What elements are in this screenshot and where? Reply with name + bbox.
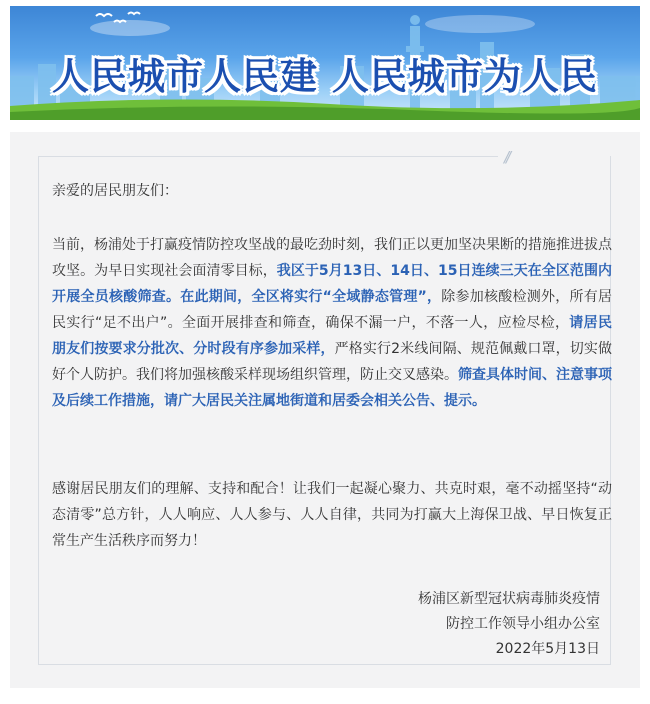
letter-greeting: 亲爱的居民朋友们：	[52, 183, 178, 199]
paragraph-segment: 当前，杨浦处于打赢疫情防控攻坚战的最吃劲时刻，我们正以更加坚决果断的措施推进拔点攻坚。为早日实现社会面清零目标，	[52, 237, 612, 279]
paragraph-segment: 严格实行2米线间隔、规范佩戴口罩，切实做好个人防护。我们将加强核酸采样现场组织管理，防止交叉感染。	[52, 341, 613, 383]
highlighted-segment: 我区于5月13日、14日、15日连续三天在全区范围内开展全员核酸筛查。在此期间，全区将实行“全域静态管理”，	[52, 263, 613, 305]
paragraph-segment: 除参加核酸检测外，所有居民实行“足不出户”。全面开展排查和筛查，确保不漏一户，不落一人，应检尽检，	[52, 289, 613, 331]
letter-card	[10, 132, 640, 688]
frame-top-line	[38, 156, 498, 157]
letter-paragraph-1	[52, 232, 612, 414]
signature-date: 2022年5月13日	[495, 641, 600, 657]
decorative-slashes: //	[504, 148, 509, 166]
banner-title: 人民城市人民建 人民城市为人民	[52, 55, 598, 98]
signature-org-line-2: 防控工作领导小组办公室	[446, 616, 600, 632]
signature-org-line-1: 杨浦区新型冠状病毒肺炎疫情	[418, 591, 600, 607]
highlighted-segment: 筛查具体时间、注意事项及后续工作措施，请广大居民关注属地街道和居委会相关公告、提示。	[52, 367, 612, 409]
letter-paragraph-2: 感谢居民朋友们的理解、支持和配合！让我们一起凝心聚力、共克时艰，毫不动摇坚持“动态清零”总方针，人人响应、人人参与、人人自律，共同为打赢大上海保卫战、早日恢复正常生产生活秩序而努力！	[52, 481, 612, 549]
header-banner	[10, 6, 640, 120]
highlighted-segment: 请居民朋友们按要求分批次、分时段有序参加采样，	[52, 315, 612, 357]
frame-left-line	[38, 156, 39, 664]
